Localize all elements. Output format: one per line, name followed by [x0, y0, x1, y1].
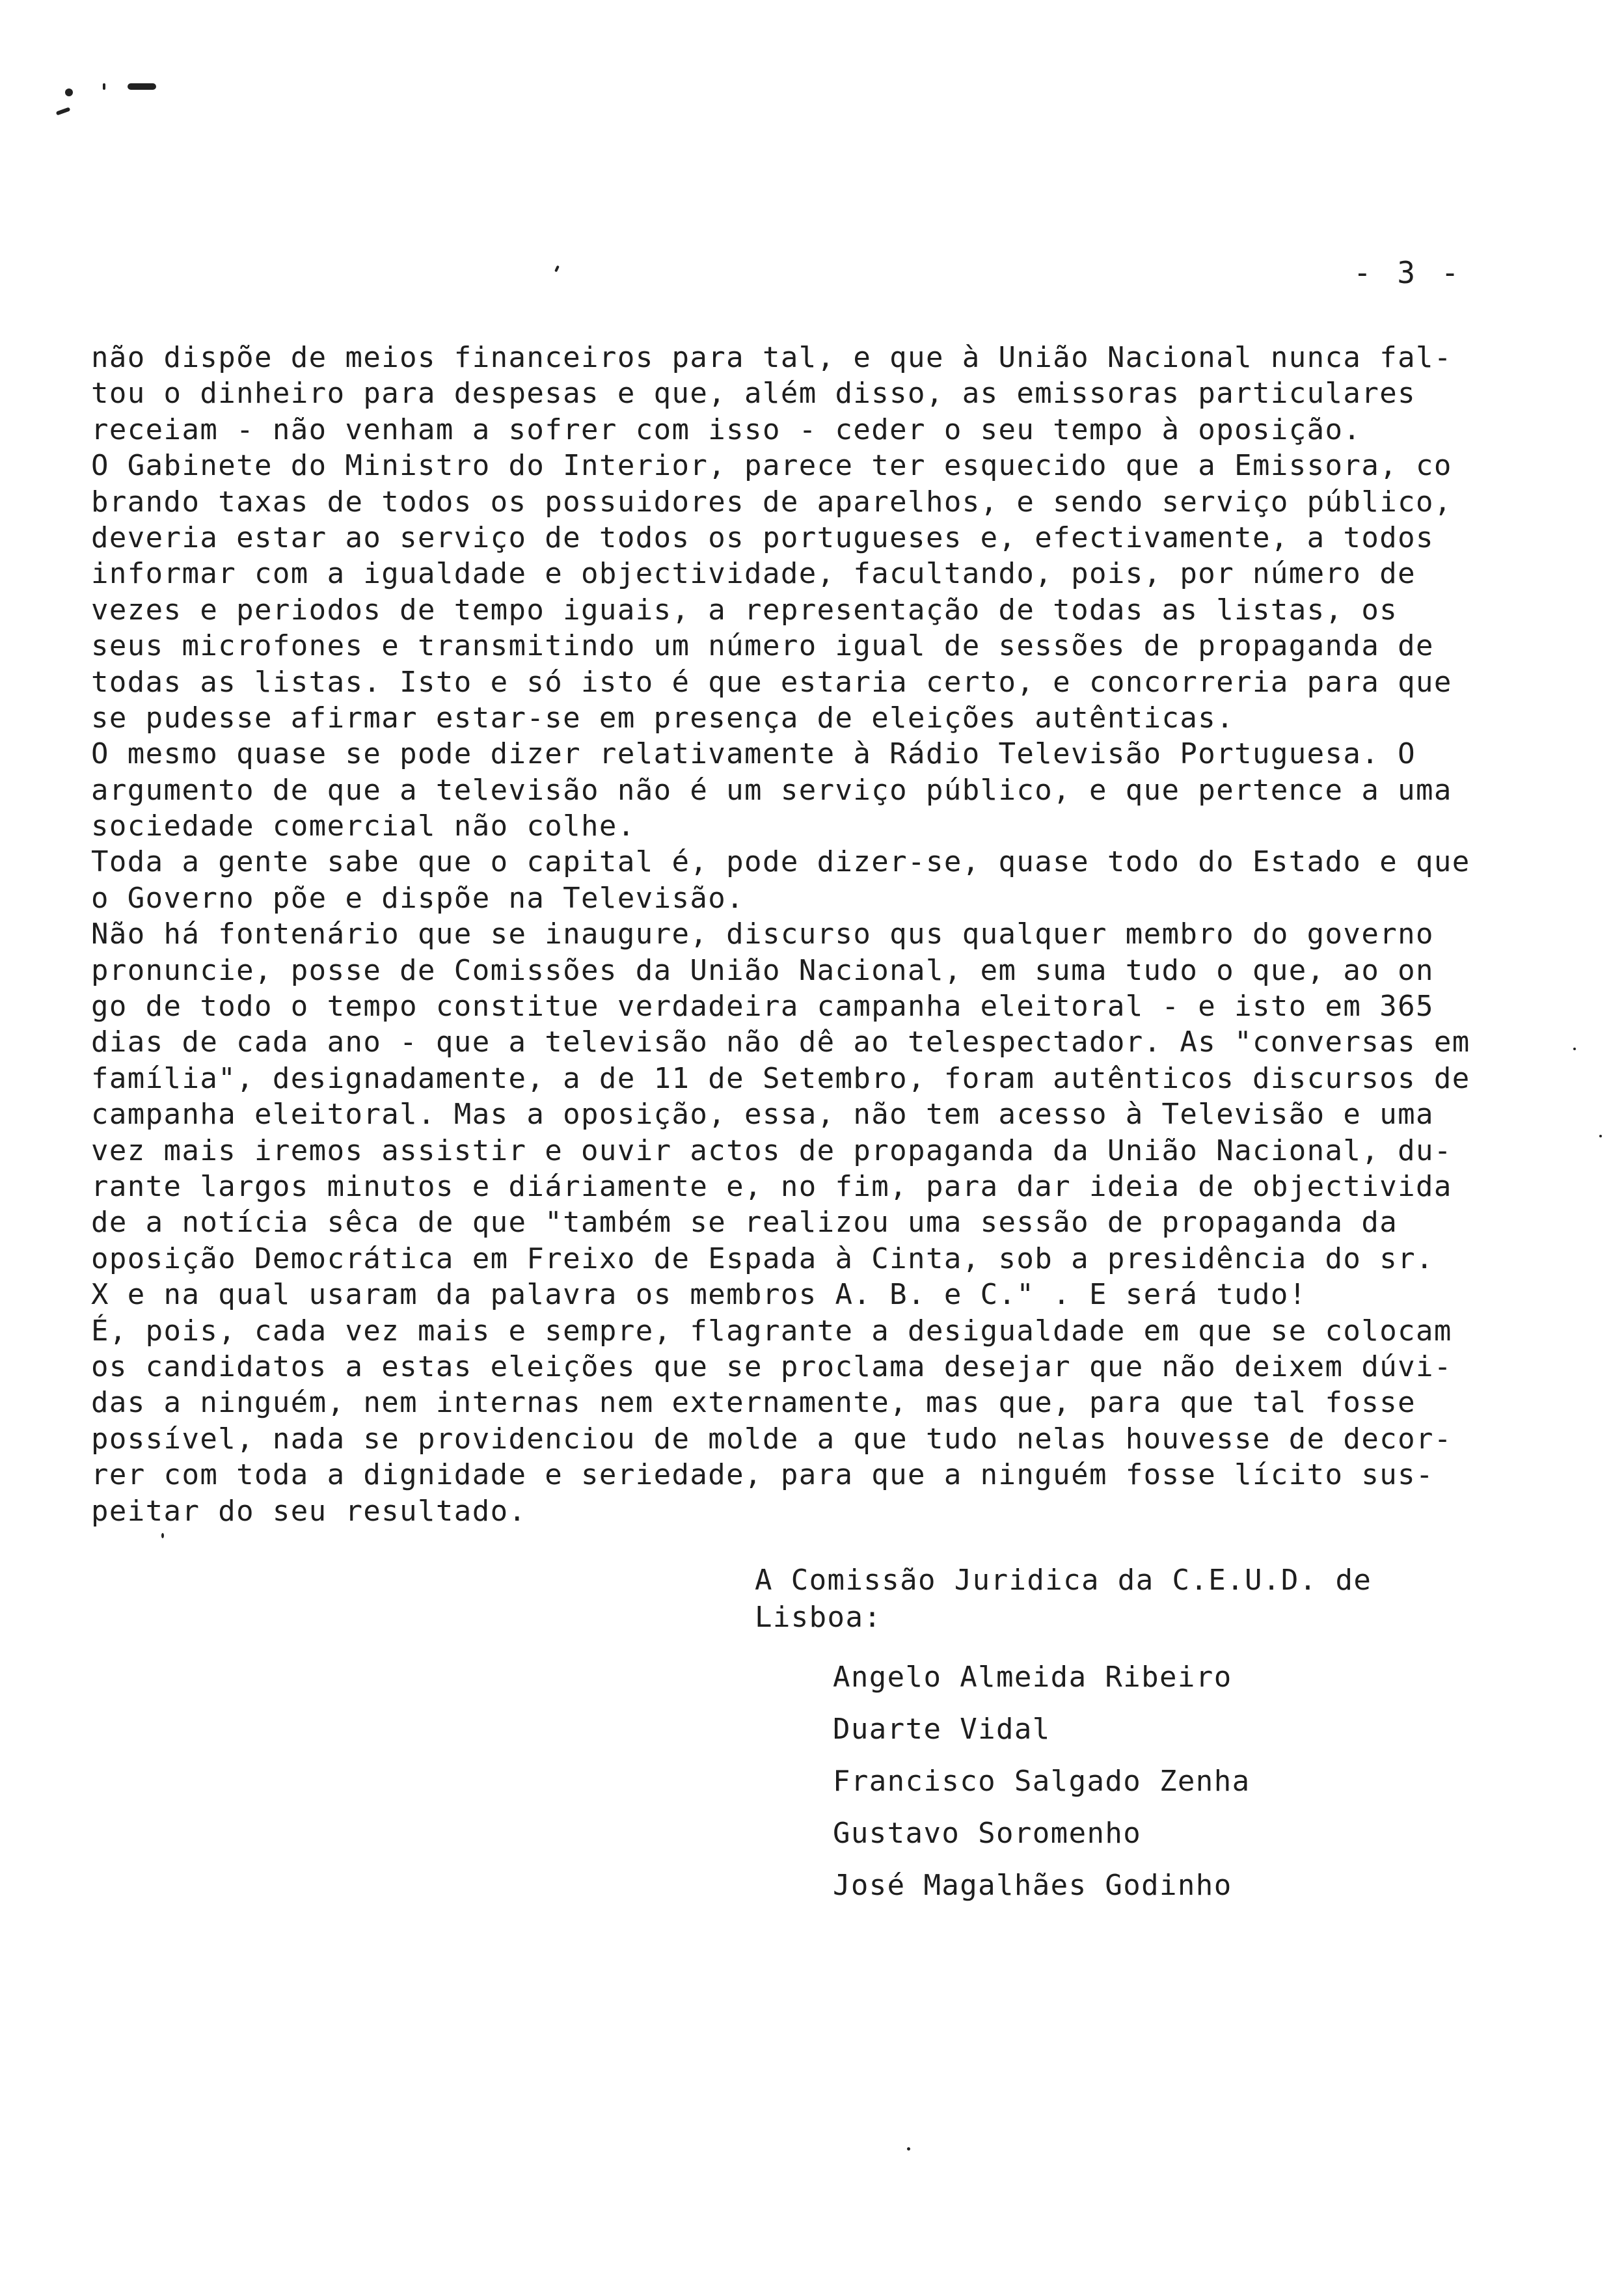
scan-speck — [128, 83, 156, 90]
text-line: não dispõe de meios financeiros para tal, e que à União Nacional nunca fal- — [91, 341, 1452, 374]
text-line: tou o dinheiro para despesas e que, além disso, as emissoras particulares — [91, 377, 1416, 411]
page-number: - 3 - — [1353, 255, 1463, 290]
text-line: seus microfones e transmitindo um número igual de sessões de propaganda de — [91, 629, 1434, 663]
scan-speck — [1573, 1048, 1576, 1050]
text-line: Toda a gente sabe que o capital é, pode dizer-se, quase todo do Estado e que — [91, 845, 1470, 879]
signature-heading-line: A Comissão Juridica da C.E.U.D. de — [755, 1564, 1372, 1597]
signatory-name: Duarte Vidal — [833, 1713, 1051, 1746]
text-line: argumento de que a televisão não é um serviço público, e que pertence a uma — [91, 773, 1452, 807]
text-line: possível, nada se providenciou de molde a que tudo nelas houvesse de decor- — [91, 1422, 1452, 1456]
signatory-name: Francisco Salgado Zenha — [833, 1765, 1251, 1798]
text-line: informar com a igualdade e objectividade, facultando, pois, por número de — [91, 557, 1416, 591]
text-line: O mesmo quase se pode dizer relativamente à Rádio Televisão Portuguesa. O — [91, 737, 1416, 771]
signatory-name: José Magalhães Godinho — [833, 1869, 1232, 1902]
text-line: o Governo põe e dispõe na Televisão. — [91, 881, 745, 915]
text-line: sociedade comercial não colhe. — [91, 809, 636, 843]
signature-heading — [755, 1562, 1562, 1636]
text-line: família", designadamente, a de 11 de Setembro, foram autênticos discursos de — [91, 1061, 1470, 1095]
text-line: campanha eleitoral. Mas a oposição, essa, não tem acesso à Televisão e uma — [91, 1098, 1434, 1132]
text-line: go de todo o tempo constitue verdadeira campanha eleitoral - e isto em 365 — [91, 990, 1434, 1024]
text-line: pronuncie, posse de Comissões da União Nacional, em suma tudo o que, ao on — [91, 953, 1434, 987]
body-text — [91, 340, 1562, 1529]
text-line: peitar do seu resultado. — [91, 1494, 527, 1528]
scan-speck — [103, 83, 105, 90]
text-line: rante largos minutos e diáriamente e, no fim, para dar ideia de objectivida — [91, 1169, 1452, 1203]
scan-speck — [554, 265, 560, 273]
signatory-name: Angelo Almeida Ribeiro — [833, 1661, 1232, 1694]
text-line: dias de cada ano - que a televisão não dê ao telespectador. As "conversas em — [91, 1025, 1470, 1059]
text-line: todas as listas. Isto e só isto é que estaria certo, e concorreria para que — [91, 665, 1452, 699]
signatory-list — [755, 1651, 1562, 1912]
scan-speck — [1599, 1135, 1602, 1137]
text-line: de a notícia sêca de que "também se realizou uma sessão de propaganda da — [91, 1206, 1398, 1240]
text-line: das a ninguém, nem internas nem externamente, mas que, para que tal fosse — [91, 1386, 1416, 1420]
text-line: O Gabinete do Ministro do Interior, parece ter esquecido que a Emissora, co — [91, 449, 1452, 483]
text-line: Não há fontenário que se inaugure, discurso qus qualquer membro do governo — [91, 917, 1434, 951]
text-line: deveria estar ao serviço de todos os portugueses e, efectivamente, a todos — [91, 521, 1434, 554]
text-line: vezes e periodos de tempo iguais, a representação de todas as listas, os — [91, 593, 1398, 627]
signature-block — [755, 1562, 1562, 1912]
text-line: receiam - não venham a sofrer com isso - ceder o seu tempo à oposição. — [91, 413, 1362, 446]
text-line: se pudesse afirmar estar-se em presença de eleições autênticas. — [91, 701, 1235, 735]
scan-speck — [56, 107, 71, 115]
scan-speck — [65, 88, 73, 96]
text-line: brando taxas de todos os possuidores de aparelhos, e sendo serviço público, — [91, 485, 1452, 519]
text-line: É, pois, cada vez mais e sempre, flagrante a desigualdade em que se colocam — [91, 1314, 1452, 1348]
text-line: os candidatos a estas eleições que se proclama desejar que não deixem dúvi- — [91, 1350, 1452, 1383]
signature-heading-line: Lisboa: — [755, 1601, 882, 1634]
text-line: X e na qual usaram da palavra os membros A. B. e C." . E será tudo! — [91, 1278, 1307, 1312]
text-line: vez mais iremos assistir e ouvir actos de propaganda da União Nacional, du- — [91, 1133, 1452, 1167]
text-line: rer com toda a dignidade e seriedade, para que a ninguém fosse lícito sus- — [91, 1458, 1434, 1492]
scan-speck — [161, 1533, 164, 1538]
text-line: oposição Democrática em Freixo de Espada à Cinta, sob a presidência do sr. — [91, 1242, 1434, 1275]
signatory-name: Gustavo Soromenho — [833, 1817, 1142, 1850]
scan-speck — [907, 2147, 910, 2151]
